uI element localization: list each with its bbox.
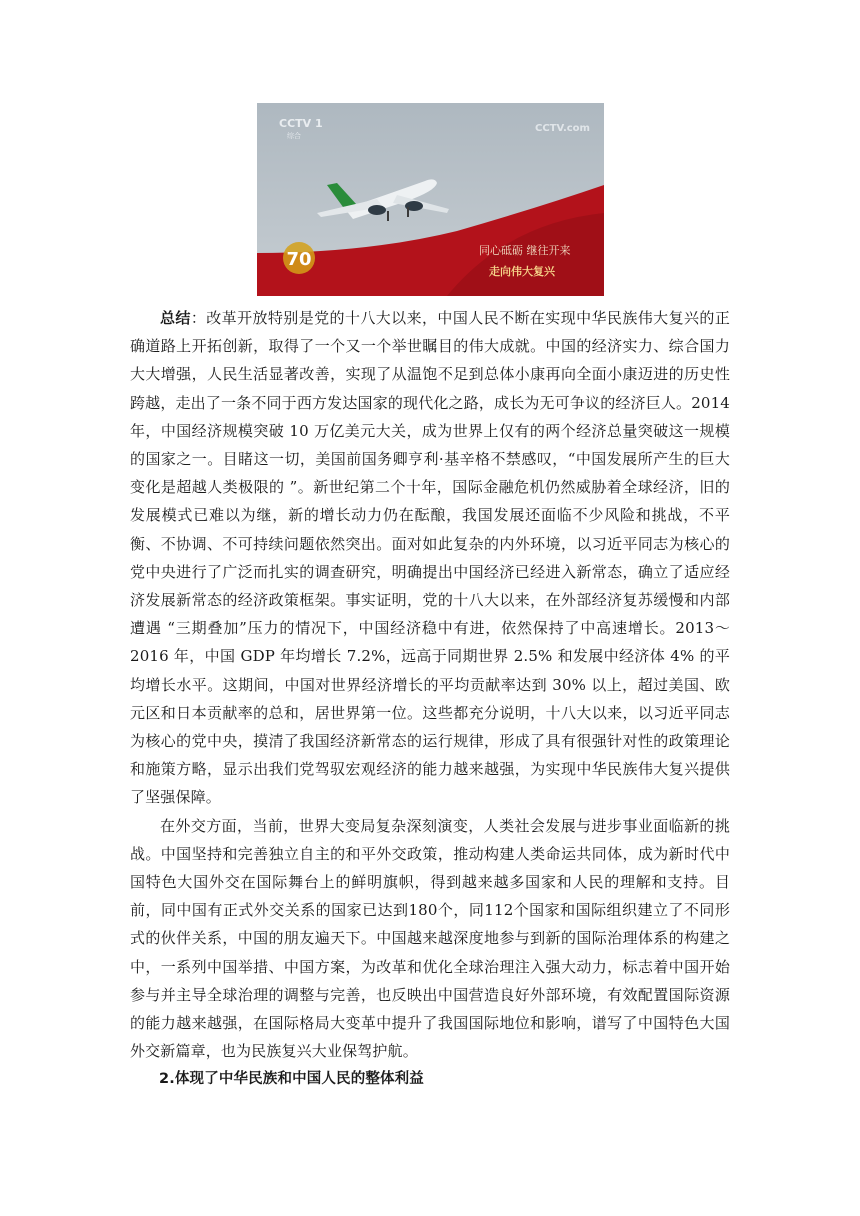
slogan-line-1: 同心砥砺 继往开来 (479, 244, 571, 257)
anniversary-emblem-icon (283, 242, 315, 274)
cctv-watermark: CCTV.com (535, 123, 590, 134)
article-body (130, 304, 730, 1094)
slogan-line-2: 走向伟大复兴 (489, 265, 555, 278)
summary-text: ：改革开放特别是党的十八大以来，中国人民不断在实现中华民族伟大复兴的正确道路上开拓创新，取得了一个又一个举世瞩目的伟大成就。中国的经济实力、综合国力大大增强，人民生活显著改善，实现了从温饱不足到总体小康再向全面小康迈进的历史性跨越，走出了一条不同于西方发达国家的现代化之路，成长为无可争议的经济巨人。2014 年，中国经济规模突破 10 万亿美元大关，成为世界上仅有的两个经济总量突破这一规模的国家之一。目睹这一切，美国前国务卿亨利·基辛格不禁感叹，“中国发展所产生的巨大变化是超越人类极限的 ”。新世纪第二个十年，国际金融危机仍然威胁着全球经济，旧的发展模式已难以为继，新的增长动力仍在酝酿，我国发展还面临不少风险和挑战，不平衡、不协调、不可持续问题依然突出。面对如此复杂的内外环境，以习近平同志为核心的党中央进行了广泛而扎实的调查研究，明确提出中国经济已经进入新常态，确立了适应经济发展新常态的经济政策框架。事实证明，党的十八大以来，在外部经济复苏缓慢和内部遭遇 “三期叠加”压力的情况下，中国经济稳中有进，依然保持了中高速增长。2013～2016 年，中国 GDP 年均增长 7.2%，远高于同期世界 2.5% 和发展中经济体 4% 的平均增长水平。这期间，中国对世界经济增长的平均贡献率达到 30% 以上，超过美国、欧元区和日本贡献率的总和，居世界第一位。这些都充分说明，十八大以来，以习近平同志为核心的党中央，摸清了我国经济新常态的运行规律，形成了具有很强针对性的政策理论和施策方略，显示出我们党驾驭宏观经济的能力越来越强，为实现中华民族伟大复兴提供了坚强保障。 (130, 309, 730, 807)
anniversary-number: 70 (286, 249, 312, 270)
section-heading: 2.体现了中华民族和中国人民的整体利益 (159, 1071, 424, 1088)
news-screenshot-figure (257, 103, 604, 296)
airliner-broadcast-image (257, 103, 604, 296)
summary-lead-label: 总结 (160, 309, 191, 327)
diplomacy-paragraph: 在外交方面，当前，世界大变局复杂深刻演变，人类社会发展与进步事业面临新的挑战。中国坚持和完善独立自主的和平外交政策，推动构建人类命运共同体，成为新时代中国特色大国外交在国际舞台上的鲜明旗帜，得到越来越多国家和人民的理解和支持。目前，同中国有正式外交关系的国家已达到180个，同112个国家和国际组织建立了不同形式的伙伴关系，中国的朋友遍天下。中国越来越深度地参与到新的国际治理体系的构建之中，一系列中国举措、中国方案，为改革和优化全球治理注入强大动力，标志着中国开始参与并主导全球治理的调整与完善，也反映出中国营造良好外部环境，有效配置国际资源的能力越来越强，在国际格局大变革中提升了我国国际地位和影响，谱写了中国特色大国外交新篇章，也为民族复兴大业保驾护航。 (130, 816, 730, 1061)
channel-sub-label: 综合 (287, 132, 301, 140)
summary-paragraph (130, 304, 730, 812)
channel-logo: CCTV 1 (279, 117, 323, 130)
